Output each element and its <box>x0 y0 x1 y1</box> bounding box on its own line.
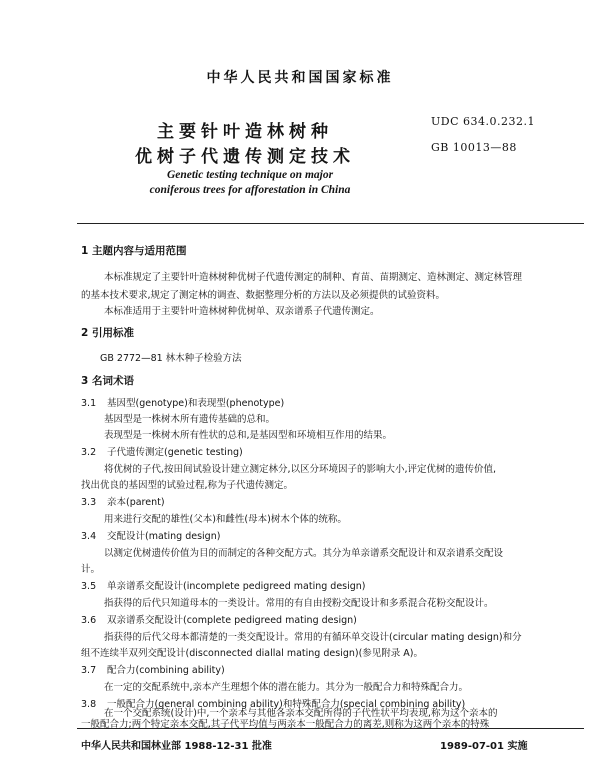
term-number: 3.6 <box>81 615 97 626</box>
issuer-approval: 中华人民共和国林业部 1988-12-31 批准 <box>81 741 272 752</box>
term-number: 3.5 <box>81 581 97 592</box>
term-title: 双亲谱系交配设计(complete pedigreed mating design) <box>107 615 357 626</box>
english-title-line1: Genetic testing technique on major <box>166 169 334 181</box>
english-title-line2: coniferous trees for afforestation in China <box>149 184 351 196</box>
term-3-7 <box>81 662 225 676</box>
term-3-4-line-2: 计。 <box>81 564 101 575</box>
document-title-line2: 优树子代遗传测定技术 <box>135 147 355 167</box>
term-3-6 <box>81 612 357 626</box>
term-number: 3.3 <box>81 497 97 508</box>
term-3-1-line-1: 基因型是一株树木所有遗传基础的总和。 <box>104 414 276 425</box>
term-3-1-line-2: 表现型是一株树木所有性状的总和,是基因型和环境相互作用的结果。 <box>104 430 393 441</box>
term-3-1 <box>81 395 284 409</box>
term-title: 交配设计(mating design) <box>107 531 221 542</box>
term-3-4-line-1: 以测定优树遗传价值为目的而制定的各种交配方式。其分为单亲谱系交配设计和双亲谱系交配设 <box>104 548 504 559</box>
section-2-heading: 2 引用标准 <box>81 327 134 339</box>
term-3-2-line-1: 将优树的子代,按田间试验设计建立测定林分,以区分环境因子的影响大小,评定优树的遗传价值, <box>104 464 497 475</box>
footer-divider <box>77 728 584 729</box>
term-3-2-line-2: 找出优良的基因型的试验过程,称为子代遗传测定。 <box>81 480 294 491</box>
term-number: 3.1 <box>81 398 97 409</box>
term-title: 基因型(genotype)和表现型(phenotype) <box>107 398 285 409</box>
term-title: 配合力(combining ability) <box>107 665 225 676</box>
term-title: 单亲谱系交配设计(incomplete pedigreed mating design) <box>107 581 366 592</box>
term-title: 一般配合力(general combining ability)和特殊配合力(special combining ability) <box>107 699 466 710</box>
term-3-8-line-1: 在一个交配系统(设计)中,一个亲本与其他各亲本交配所得的子代性状平均表现,称为这个亲本的 <box>104 708 498 719</box>
term-3-5-line-1: 指获得的后代只知道母本的一类设计。常用的有自由授粉交配设计和多系混合花粉交配设计。 <box>104 598 494 609</box>
term-3-2 <box>81 444 243 458</box>
section-1-paragraph-1-line-2: 的基本技术要求,规定了测定林的调查、数据整理分析的方法以及必须提供的试验资料。 <box>81 290 446 301</box>
section-3-heading: 3 名词术语 <box>81 375 134 387</box>
term-title: 亲本(parent) <box>107 497 165 508</box>
term-3-8-line-2: 一般配合力;两个特定亲本交配,其子代平均值与两亲本一般配合力的离差,则称为这两个亲本的特殊 <box>81 719 490 730</box>
term-number: 3.2 <box>81 447 97 458</box>
term-3-3 <box>81 494 165 508</box>
term-number: 3.7 <box>81 665 97 676</box>
section-1-paragraph-2: 本标准适用于主要针叶造林树种优树单、双亲谱系子代遗传测定。 <box>104 306 380 317</box>
document-title-line1: 主要针叶造林树种 <box>157 122 333 142</box>
term-title: 子代遗传测定(genetic testing) <box>107 447 243 458</box>
standard-category-heading: 中华人民共和国国家标准 <box>206 70 394 86</box>
term-3-3-line-1: 用来进行交配的雄性(父本)和雌性(母本)树木个体的统称。 <box>104 514 347 525</box>
term-3-7-line-1: 在一定的交配系统中,亲本产生理想个体的潜在能力。其分为一般配合力和特殊配合力。 <box>104 682 469 693</box>
term-number: 3.8 <box>81 699 97 710</box>
term-3-6-line-2: 组不连续半双列交配设计(disconnected diallal mating design)(参见附录 A)。 <box>81 648 424 659</box>
udc-code: UDC 634.0.232.1 <box>431 115 535 128</box>
term-3-4 <box>81 528 220 542</box>
section-1-heading: 1 主题内容与适用范围 <box>81 245 187 257</box>
gb-code: GB 10013—88 <box>431 141 517 154</box>
section-1-paragraph-1-line-1: 本标准规定了主要针叶造林树种优树子代遗传测定的制种、育苗、苗期测定、造林测定、测定林管理 <box>104 272 523 283</box>
referenced-standard: GB 2772—81 林木种子检验方法 <box>100 353 242 364</box>
term-number: 3.4 <box>81 531 97 542</box>
header-divider <box>77 223 584 224</box>
term-3-6-line-1: 指获得的后代父母本都清楚的一类交配设计。常用的有循环单交设计(circular mating design)和分 <box>104 632 522 643</box>
effective-date: 1989-07-01 实施 <box>440 741 528 752</box>
term-3-5 <box>81 578 366 592</box>
